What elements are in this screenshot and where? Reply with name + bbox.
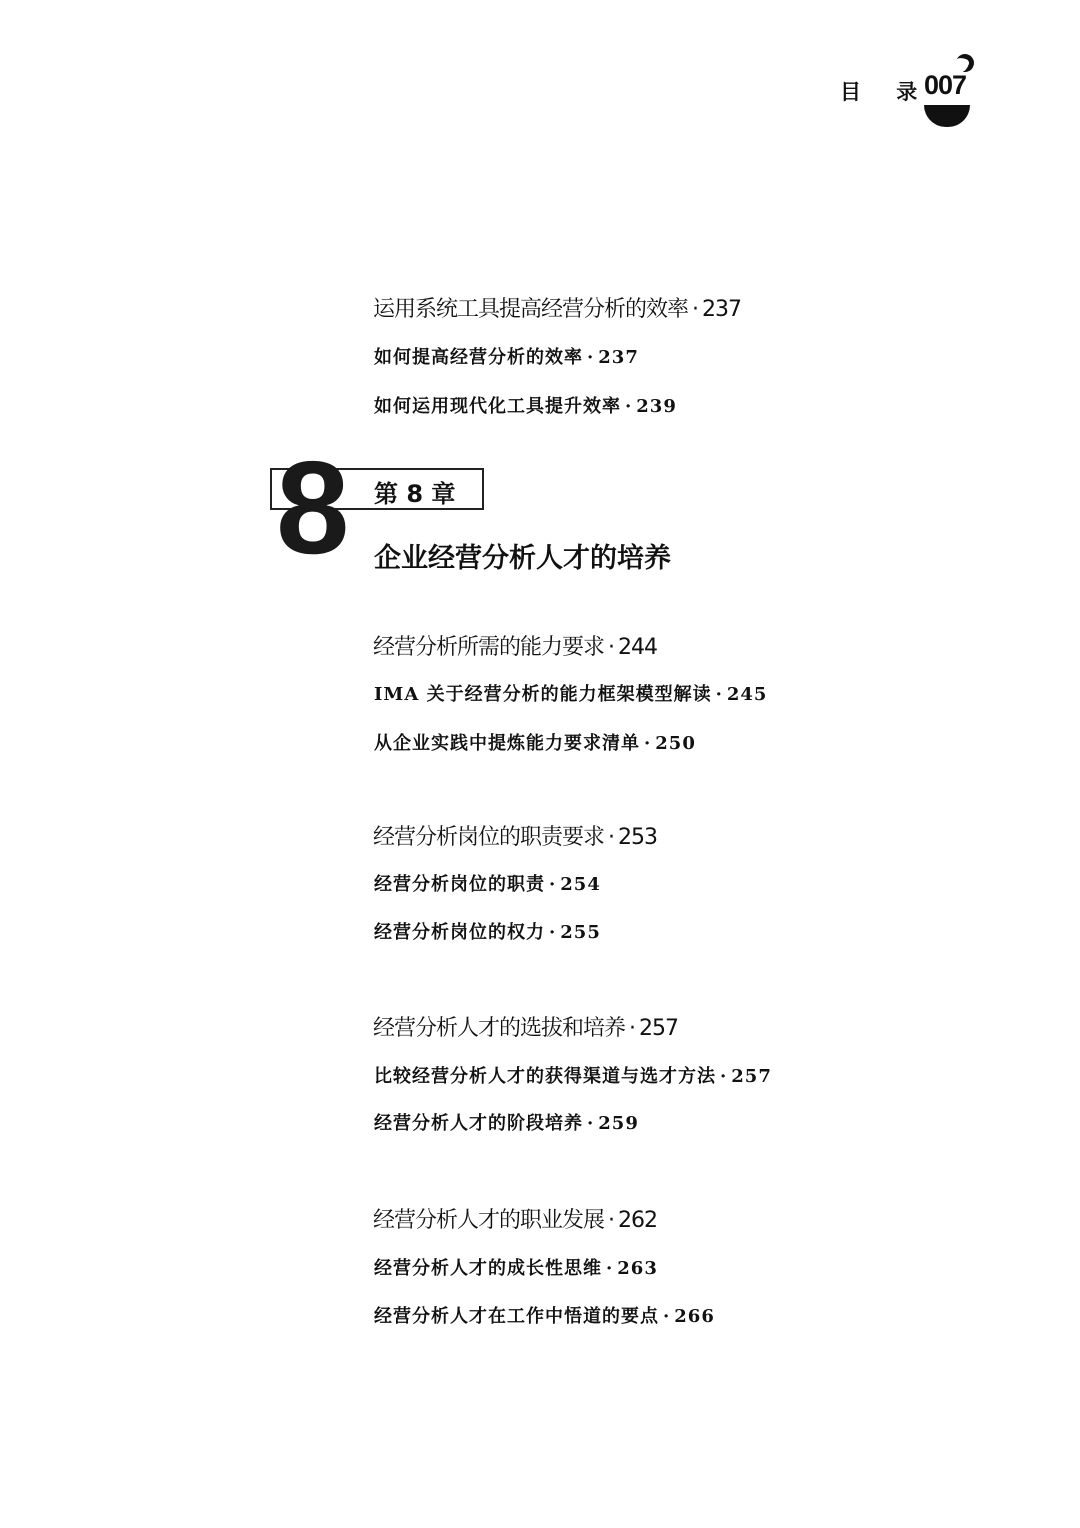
- page-separator: ·: [606, 1258, 614, 1279]
- chapter-title: 企业经营分析人才的培养: [374, 543, 671, 574]
- subitem-text: 如何运用现代化工具提升效率: [374, 396, 621, 417]
- toc-section-title: [373, 292, 741, 323]
- chapter-big-number: 8: [276, 434, 350, 581]
- page-separator: ·: [629, 1016, 636, 1041]
- chapter-label: 第 8 章: [374, 480, 456, 508]
- subitem-page-number: 263: [617, 1258, 658, 1279]
- subitem-page-number: 257: [731, 1066, 772, 1087]
- toc-subitem: [374, 392, 677, 418]
- subitem-text: 经营分析岗位的职责: [374, 874, 545, 895]
- subitem-text: 如何提高经营分析的效率: [374, 347, 583, 368]
- page-separator: ·: [625, 396, 633, 417]
- toc-subitem: [374, 918, 601, 944]
- page-separator: ·: [608, 1208, 615, 1233]
- subitem-page-number: 237: [598, 347, 639, 368]
- toc-subitem: [374, 343, 639, 369]
- toc-section-title: [373, 1203, 657, 1234]
- section-title-text: 运用系统工具提高经营分析的效率: [373, 297, 689, 322]
- toc-subitem: [374, 1302, 715, 1328]
- page-separator: ·: [549, 922, 557, 943]
- section-page-number: 244: [618, 635, 658, 660]
- section-page-number: 253: [618, 825, 658, 850]
- toc-section-title: [373, 1011, 678, 1042]
- subitem-text: 从企业实践中提炼能力要求清单: [374, 733, 640, 754]
- subitem-text: 经营分析人才的成长性思维: [374, 1258, 602, 1279]
- subitem-page-number: 245: [726, 684, 768, 705]
- subitem-text: 经营分析岗位的权力: [374, 922, 545, 943]
- subitem-text: 经营分析人才在工作中悟道的要点: [374, 1306, 659, 1327]
- page-separator: ·: [644, 733, 652, 754]
- section-page-number: 257: [639, 1016, 679, 1041]
- page-number-ornament: [924, 105, 970, 127]
- subitem-text: 经营分析人才的阶段培养: [374, 1113, 583, 1134]
- toc-subitem: [374, 680, 767, 706]
- page-separator: ·: [663, 1306, 671, 1327]
- toc-subitem: [374, 1109, 639, 1135]
- subitem-page-number: 266: [674, 1306, 715, 1327]
- section-page-number: 237: [702, 297, 742, 322]
- page-header: [840, 70, 1040, 140]
- section-page-number: 262: [618, 1208, 658, 1233]
- header-label: 目 录: [840, 80, 932, 104]
- page-number: 007: [924, 70, 967, 100]
- subitem-text: 比较经营分析人才的获得渠道与选才方法: [374, 1066, 716, 1087]
- toc-subitem: [374, 1062, 772, 1088]
- toc-subitem: [374, 870, 601, 896]
- page-separator: ·: [608, 635, 615, 660]
- toc-section-title: [373, 820, 657, 851]
- page-separator: ·: [587, 1113, 595, 1134]
- toc-subitem: [374, 1254, 658, 1280]
- page-separator: ·: [608, 825, 615, 850]
- section-title-text: 经营分析所需的能力要求: [373, 635, 605, 660]
- subitem-page-number: 259: [598, 1113, 639, 1134]
- subitem-page-number: 254: [560, 874, 601, 895]
- subitem-page-number: 239: [636, 396, 677, 417]
- subitem-page-number: 255: [560, 922, 601, 943]
- subitem-text: IMA 关于经营分析的能力框架模型解读: [374, 684, 712, 705]
- page-separator: ·: [720, 1066, 728, 1087]
- page-separator: ·: [587, 347, 595, 368]
- subitem-page-number: 250: [655, 733, 696, 754]
- section-title-text: 经营分析岗位的职责要求: [373, 825, 605, 850]
- page-separator: ·: [715, 684, 723, 705]
- page-separator: ·: [549, 874, 557, 895]
- section-title-text: 经营分析人才的职业发展: [373, 1208, 605, 1233]
- toc-subitem: [374, 729, 696, 755]
- section-title-text: 经营分析人才的选拔和培养: [373, 1016, 626, 1041]
- page-separator: ·: [692, 297, 699, 322]
- toc-section-title: [373, 630, 657, 661]
- chapter-heading: [268, 434, 768, 592]
